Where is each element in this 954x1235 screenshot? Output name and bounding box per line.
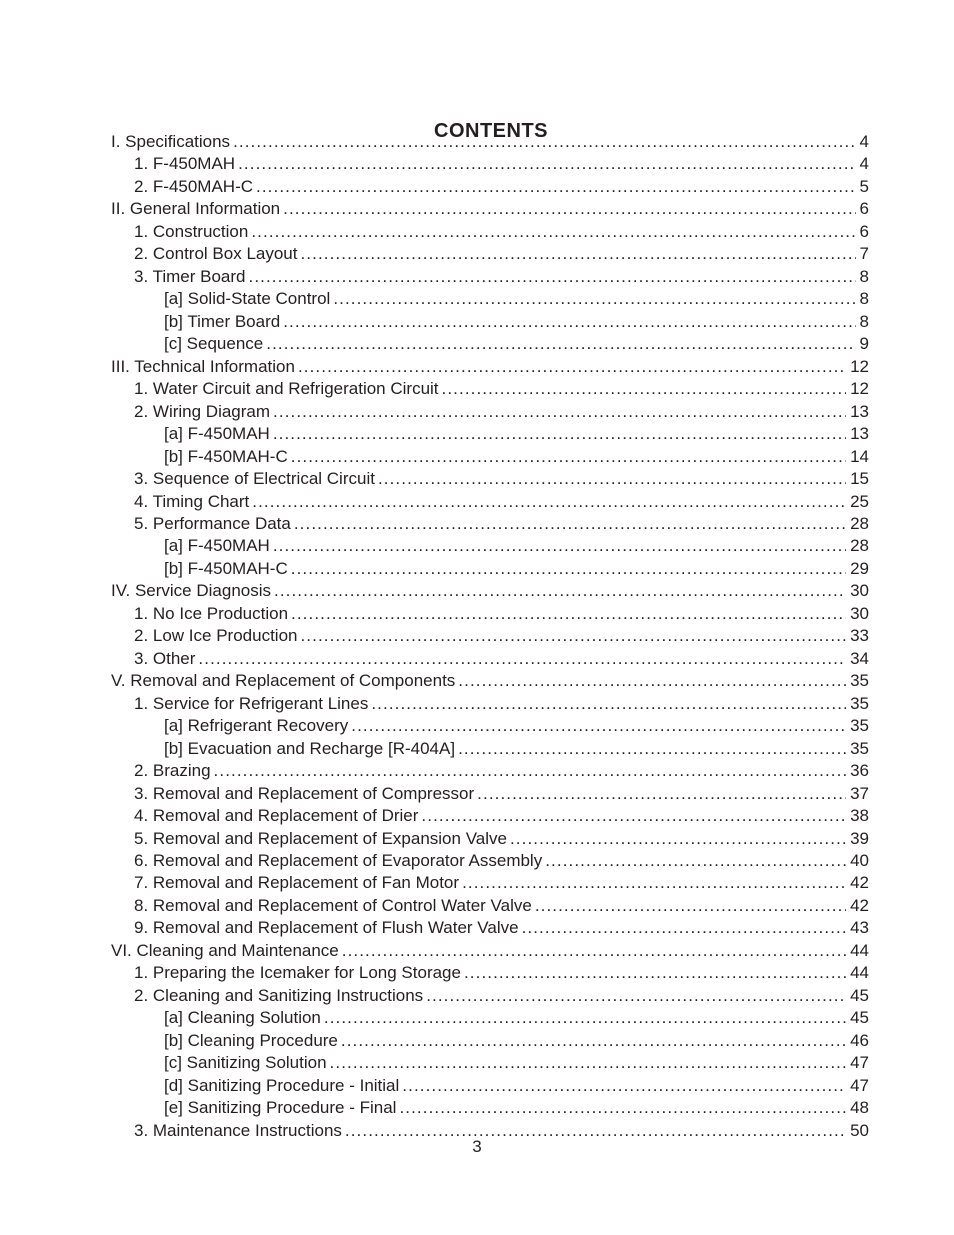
- toc-entry-label: 5. Removal and Replacement of Expansion Valve: [134, 828, 507, 848]
- dot-leader: [402, 1075, 846, 1097]
- table-of-contents: [111, 131, 869, 1142]
- toc-entry-label: 7. Removal and Replacement of Fan Motor: [134, 873, 460, 893]
- dot-leader: [545, 850, 846, 872]
- dot-leader: [273, 535, 846, 557]
- toc-entry[interactable]: [111, 198, 869, 220]
- toc-entry-page-number: 7: [859, 244, 869, 264]
- toc-entry-page-number: 4: [859, 132, 869, 151]
- toc-entry[interactable]: [111, 378, 869, 400]
- toc-entry[interactable]: [111, 1052, 869, 1074]
- toc-entry[interactable]: [111, 715, 869, 737]
- dot-leader: [214, 760, 847, 782]
- toc-entry-label: [a] Cleaning Solution: [164, 1008, 321, 1028]
- toc-entry-label: 2. Wiring Diagram: [134, 401, 271, 421]
- toc-entry-page-number: 6: [859, 221, 869, 241]
- toc-entry-label: 9. Removal and Replacement of Flush Water Valve: [134, 918, 519, 938]
- toc-entry-label: III. Technical Information: [111, 356, 295, 376]
- toc-entry[interactable]: [111, 872, 869, 894]
- toc-entry-page-number: 15: [850, 469, 869, 489]
- toc-entry-page-number: 30: [850, 581, 869, 601]
- toc-entry-label: 2. Control Box Layout: [134, 244, 298, 264]
- toc-entry[interactable]: [111, 1097, 869, 1119]
- dot-leader: [535, 895, 846, 917]
- toc-entry[interactable]: [111, 693, 869, 715]
- toc-entry-label: 1. Water Circuit and Refrigeration Circuit: [134, 379, 439, 399]
- toc-entry-page-number: 28: [850, 536, 869, 556]
- toc-entry[interactable]: [111, 1075, 869, 1097]
- toc-entry-label: [d] Sanitizing Procedure - Initial: [164, 1075, 400, 1095]
- toc-entry-label: IV. Service Diagnosis: [111, 581, 272, 601]
- toc-entry-page-number: 30: [850, 603, 869, 623]
- toc-entry-label: [a] F-450MAH: [164, 536, 270, 556]
- toc-entry[interactable]: [111, 153, 869, 175]
- dot-leader: [298, 356, 846, 378]
- page-title: CONTENTS: [434, 120, 548, 143]
- toc-entry-label: [a] F-450MAH: [164, 424, 270, 444]
- dot-leader: [283, 311, 855, 333]
- toc-entry-label: [e] Sanitizing Procedure - Final: [164, 1098, 397, 1118]
- page-number: 3: [472, 1137, 482, 1156]
- toc-entry-label: [b] F-450MAH-C: [164, 446, 288, 466]
- toc-entry[interactable]: [111, 1030, 869, 1052]
- toc-entry-page-number: 5: [859, 176, 869, 196]
- toc-entry[interactable]: [111, 513, 869, 535]
- dot-leader: [256, 176, 856, 198]
- dot-leader: [300, 243, 855, 265]
- toc-entry[interactable]: [111, 468, 869, 490]
- dot-leader: [477, 783, 846, 805]
- dot-leader: [198, 648, 846, 670]
- toc-entry-page-number: 13: [850, 401, 869, 421]
- toc-entry[interactable]: [111, 850, 869, 872]
- toc-entry-page-number: 44: [850, 963, 869, 983]
- toc-entry-label: 1. Preparing the Icemaker for Long Storage: [134, 963, 461, 983]
- dot-leader: [378, 468, 846, 490]
- toc-entry-label: 4. Timing Chart: [134, 491, 250, 511]
- toc-entry-page-number: 33: [850, 626, 869, 646]
- toc-entry-page-number: 46: [850, 1030, 869, 1050]
- toc-entry-page-number: 42: [850, 873, 869, 893]
- dot-leader: [294, 513, 846, 535]
- dot-leader: [333, 288, 855, 310]
- toc-entry-label: 1. No Ice Production: [134, 603, 289, 623]
- toc-entry-label: [b] Cleaning Procedure: [164, 1030, 338, 1050]
- toc-entry[interactable]: [111, 580, 869, 602]
- toc-entry[interactable]: [111, 423, 869, 445]
- dot-leader: [426, 985, 846, 1007]
- toc-entry-page-number: 35: [850, 738, 869, 758]
- toc-entry-label: V. Removal and Replacement of Components: [111, 671, 456, 691]
- dot-leader: [462, 872, 846, 894]
- toc-entry-label: 8. Removal and Replacement of Control Water Valve: [134, 895, 532, 915]
- toc-entry-page-number: 29: [850, 558, 869, 578]
- toc-entry-page-number: 34: [850, 648, 869, 668]
- toc-entry-label: [c] Sequence: [164, 334, 264, 354]
- dot-leader: [442, 378, 847, 400]
- dot-leader: [399, 1097, 846, 1119]
- toc-entry-label: 6. Removal and Replacement of Evaporator Assembly: [134, 851, 543, 870]
- toc-entry-label: 2. Cleaning and Sanitizing Instructions: [134, 985, 424, 1005]
- dot-leader: [510, 828, 846, 850]
- dot-leader: [249, 266, 856, 288]
- dot-leader: [421, 805, 846, 827]
- toc-entry-page-number: 45: [850, 1008, 869, 1028]
- toc-entry[interactable]: [111, 670, 869, 692]
- toc-entry-label: [b] F-450MAH-C: [164, 558, 288, 578]
- dot-leader: [330, 1052, 847, 1074]
- toc-entry-page-number: 8: [859, 266, 869, 286]
- toc-entry-page-number: 45: [850, 985, 869, 1005]
- toc-entry-label: 2. Brazing: [134, 761, 211, 781]
- toc-entry-label: 1. Construction: [134, 221, 249, 241]
- toc-entry-page-number: 42: [850, 895, 869, 915]
- dot-leader: [251, 221, 855, 243]
- toc-entry-page-number: 47: [850, 1075, 869, 1095]
- toc-entry-label: 4. Removal and Replacement of Drier: [134, 806, 419, 826]
- toc-entry[interactable]: [111, 446, 869, 468]
- toc-entry[interactable]: [111, 603, 869, 625]
- toc-entry-label: 2. F-450MAH-C: [134, 176, 254, 196]
- toc-entry[interactable]: [111, 738, 869, 760]
- dot-leader: [458, 738, 846, 760]
- toc-entry-label: 1. F-450MAH: [134, 154, 236, 174]
- dot-leader: [266, 333, 855, 355]
- toc-entry-label: [c] Sanitizing Solution: [164, 1053, 327, 1073]
- toc-entry-label: VI. Cleaning and Maintenance: [111, 940, 339, 960]
- dot-leader: [300, 625, 846, 647]
- toc-entry[interactable]: [111, 917, 869, 939]
- toc-entry-page-number: 9: [859, 334, 869, 354]
- toc-entry[interactable]: [111, 895, 869, 917]
- toc-entry-page-number: 35: [850, 693, 869, 713]
- toc-entry[interactable]: [111, 266, 869, 288]
- dot-leader: [458, 670, 846, 692]
- toc-entry-page-number: 25: [850, 491, 869, 511]
- toc-entry-page-number: 38: [850, 806, 869, 826]
- dot-leader: [273, 423, 846, 445]
- toc-entry-label: 3. Maintenance Instructions: [134, 1120, 342, 1140]
- dot-leader: [341, 1030, 846, 1052]
- toc-entry-page-number: 35: [850, 671, 869, 691]
- toc-entry-label: 3. Timer Board: [134, 266, 246, 286]
- toc-entry[interactable]: [111, 940, 869, 962]
- dot-leader: [291, 558, 846, 580]
- toc-entry-label: 3. Removal and Replacement of Compressor: [134, 783, 475, 803]
- toc-entry[interactable]: [111, 221, 869, 243]
- toc-entry-label: I. Specifications: [111, 132, 231, 151]
- toc-entry-page-number: 44: [850, 940, 869, 960]
- dot-leader: [371, 693, 846, 715]
- dot-leader: [238, 153, 855, 175]
- dot-leader: [464, 962, 846, 984]
- toc-entry[interactable]: [111, 648, 869, 670]
- toc-entry-page-number: 36: [850, 761, 869, 781]
- dot-leader: [522, 917, 847, 939]
- toc-entry[interactable]: [111, 985, 869, 1007]
- toc-entry-label: [b] Evacuation and Recharge [R-404A]: [164, 738, 456, 758]
- toc-entry[interactable]: [111, 828, 869, 850]
- toc-entry[interactable]: [111, 558, 869, 580]
- toc-entry[interactable]: [111, 356, 869, 378]
- toc-entry-label: [b] Timer Board: [164, 311, 281, 331]
- toc-entry-page-number: 13: [850, 424, 869, 444]
- toc-entry-label: [a] Refrigerant Recovery: [164, 716, 349, 736]
- toc-entry[interactable]: [111, 311, 869, 333]
- toc-entry-page-number: 35: [850, 716, 869, 736]
- toc-entry[interactable]: [111, 333, 869, 355]
- toc-entry[interactable]: [111, 243, 869, 265]
- dot-leader: [283, 198, 855, 220]
- toc-entry-label: 3. Other: [134, 648, 196, 668]
- toc-entry-page-number: 12: [850, 379, 869, 399]
- toc-entry-label: 1. Service for Refrigerant Lines: [134, 693, 369, 713]
- dot-leader: [233, 131, 855, 153]
- toc-entry-page-number: 12: [850, 356, 869, 376]
- toc-entry-page-number: 4: [859, 154, 869, 174]
- toc-entry-page-number: 14: [850, 446, 869, 466]
- toc-entry-page-number: 6: [859, 199, 869, 219]
- toc-entry[interactable]: [111, 1007, 869, 1029]
- toc-entry[interactable]: [111, 131, 869, 153]
- toc-entry[interactable]: [111, 288, 869, 310]
- toc-entry[interactable]: [111, 805, 869, 827]
- dot-leader: [291, 446, 846, 468]
- toc-entry[interactable]: [111, 535, 869, 557]
- toc-entry-page-number: 40: [850, 851, 869, 870]
- toc-entry-page-number: 43: [850, 918, 869, 938]
- dot-leader: [274, 580, 846, 602]
- dot-leader: [273, 401, 846, 423]
- toc-entry[interactable]: [111, 625, 869, 647]
- toc-entry-page-number: 39: [850, 828, 869, 848]
- dot-leader: [351, 715, 846, 737]
- dot-leader: [324, 1007, 846, 1029]
- toc-entry-label: [a] Solid-State Control: [164, 289, 331, 309]
- dot-leader: [252, 491, 846, 513]
- toc-entry[interactable]: [111, 176, 869, 198]
- toc-entry[interactable]: [111, 401, 869, 423]
- toc-entry-label: 3. Sequence of Electrical Circuit: [134, 469, 375, 489]
- dot-leader: [291, 603, 846, 625]
- toc-entry-page-number: 37: [850, 783, 869, 803]
- toc-entry-page-number: 8: [859, 311, 869, 331]
- toc-entry[interactable]: [111, 760, 869, 782]
- toc-entry-page-number: 47: [850, 1053, 869, 1073]
- toc-entry[interactable]: [111, 491, 869, 513]
- toc-entry-label: 2. Low Ice Production: [134, 626, 298, 646]
- toc-entry[interactable]: [111, 783, 869, 805]
- toc-entry-page-number: 8: [859, 289, 869, 309]
- dot-leader: [342, 940, 846, 962]
- toc-entry[interactable]: [111, 962, 869, 984]
- toc-entry-page-number: 48: [850, 1098, 869, 1118]
- toc-entry-label: II. General Information: [111, 199, 281, 219]
- toc-entry-page-number: 28: [850, 513, 869, 533]
- toc-entry-label: 5. Performance Data: [134, 513, 291, 533]
- toc-entry-page-number: 50: [850, 1120, 869, 1140]
